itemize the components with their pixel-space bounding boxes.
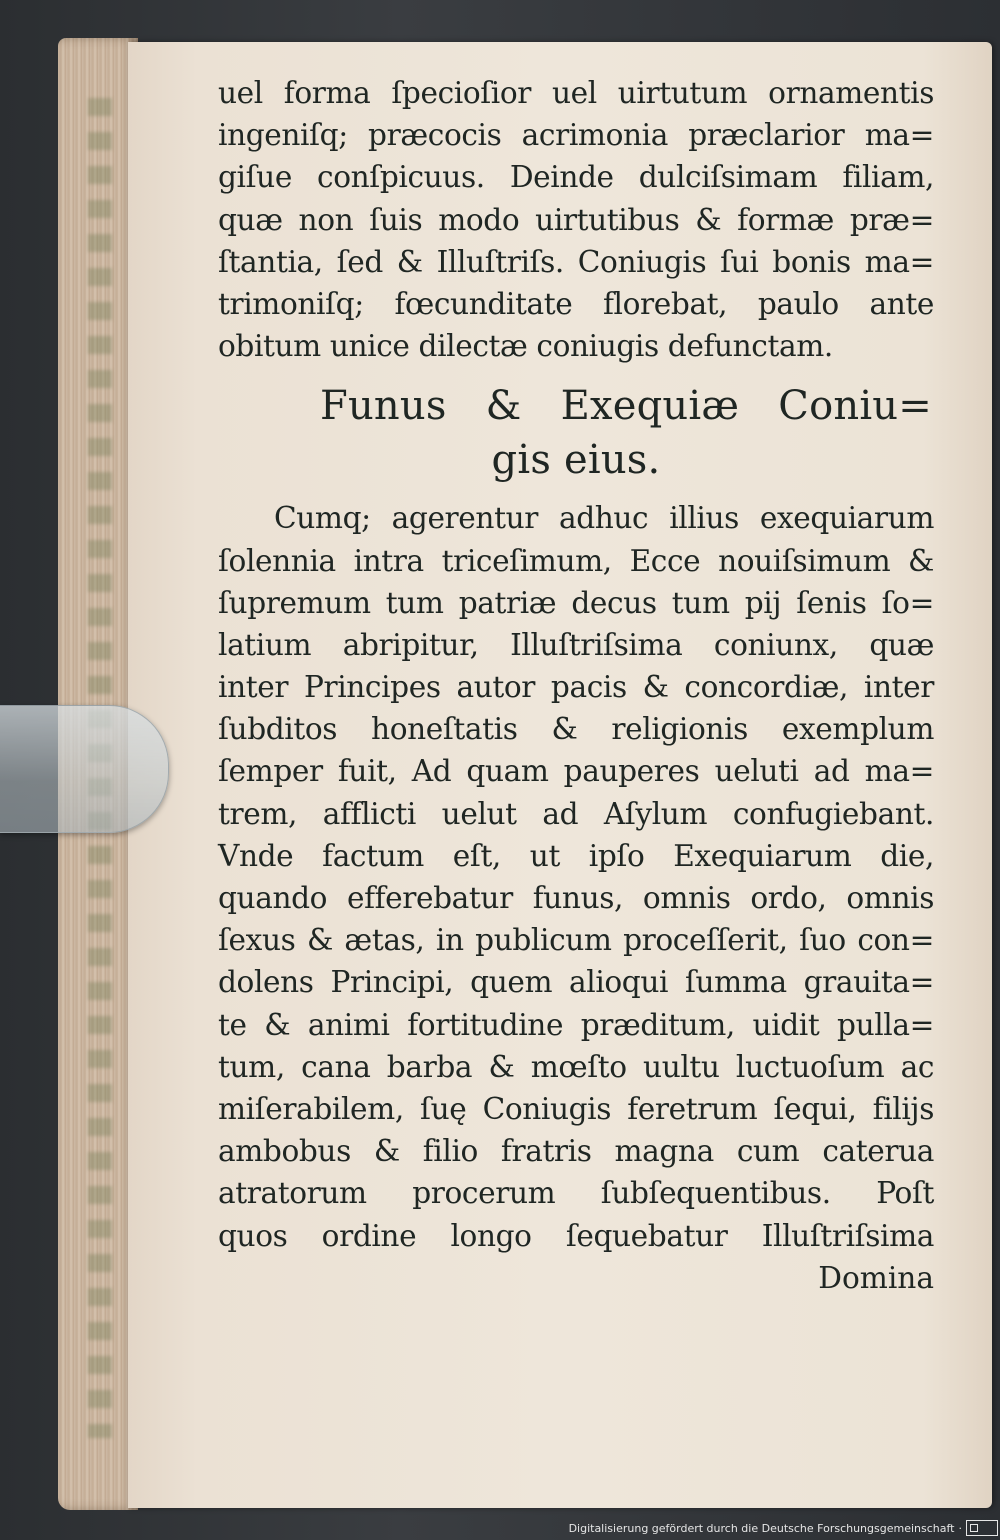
text-line: trimoniſq; fœcunditate florebat, paulo ante bbox=[218, 286, 934, 321]
paragraph-line: ſemper fuit, Ad quam pauperes ueluti ad ma= bbox=[218, 754, 934, 789]
separator: · bbox=[958, 1521, 962, 1535]
text-line: giſue conſpicuus. Deinde dulciſsimam filiam, bbox=[218, 160, 934, 195]
page-text bbox=[218, 72, 934, 1299]
paragraph-line: ſolennia intra triceſimum, Ecce nouiſsimum & bbox=[218, 543, 934, 578]
plastic-page-clip bbox=[0, 705, 169, 833]
paragraph-line: quos ordine longo ſequebatur Illuſtriſsima bbox=[218, 1218, 934, 1253]
paragraph-line: trem, afflicti uelut ad Aſylum confugiebant. bbox=[218, 796, 934, 831]
dfg-logo-icon bbox=[966, 1520, 998, 1536]
text-line: uel forma ſpecioſior uel uirtutum ornamentis bbox=[218, 76, 934, 110]
paragraph-line: ſexus & ætas, in publicum proceſſerit, ſuo con= bbox=[218, 923, 934, 958]
paragraph-line: te & animi fortitudine præditum, uidit pulla= bbox=[218, 1007, 934, 1042]
catchword: Domina bbox=[818, 1260, 934, 1295]
paragraph-line: Cumq; agerentur adhuc illius exequiarum bbox=[274, 501, 934, 536]
paragraph-line: dolens Principi, quem alioqui ſumma grauita= bbox=[218, 965, 934, 1000]
paragraph-line: Vnde factum eſt, ut ipſo Exequiarum die, bbox=[218, 838, 934, 873]
text-line: ſtantia, ſed & Illuſtriſs. Coniugis ſui bonis ma= bbox=[218, 244, 934, 279]
paragraph-line: atratorum procerum ſubſequentibus. Poſt bbox=[218, 1176, 934, 1211]
paragraph-line: quando efferebatur funus, omnis ordo, omnis bbox=[218, 881, 934, 915]
paragraph-line: ambobus & filio fratris magna cum caterua bbox=[218, 1134, 934, 1169]
paragraph-line: ſubditos honeſtatis & religionis exemplum bbox=[218, 712, 934, 747]
paragraph-line: ſupremum tum patriæ decus tum pij ſenis ſo= bbox=[218, 585, 934, 620]
paragraph-line: inter Principes autor pacis & concordiæ, inter bbox=[218, 670, 934, 705]
section-heading-line-1: Funus & Exequiæ Coniu= bbox=[320, 383, 932, 430]
digitization-credit bbox=[569, 1520, 1000, 1536]
paragraph-line: latium abripitur, Illuſtriſsima coniunx, quæ bbox=[218, 627, 934, 662]
text-line: obitum unice dilectæ coniugis defunctam. bbox=[218, 329, 833, 364]
paragraph-line: miſerabilem, ſuę Coniugis feretrum ſequi, filijs bbox=[218, 1091, 934, 1126]
section-heading-line-2: gis eius. bbox=[491, 437, 661, 484]
text-line: ingeniſq; præcocis acrimonia præclarior ma= bbox=[218, 118, 934, 153]
paragraph-line: tum, cana barba & mœſto uultu luctuoſum ac bbox=[218, 1049, 934, 1084]
text-line: quæ non ſuis modo uirtutibus & formæ præ= bbox=[218, 202, 934, 237]
credit-text: Digitalisierung gefördert durch die Deutsche Forschungsgemeinschaft bbox=[568, 1521, 955, 1535]
